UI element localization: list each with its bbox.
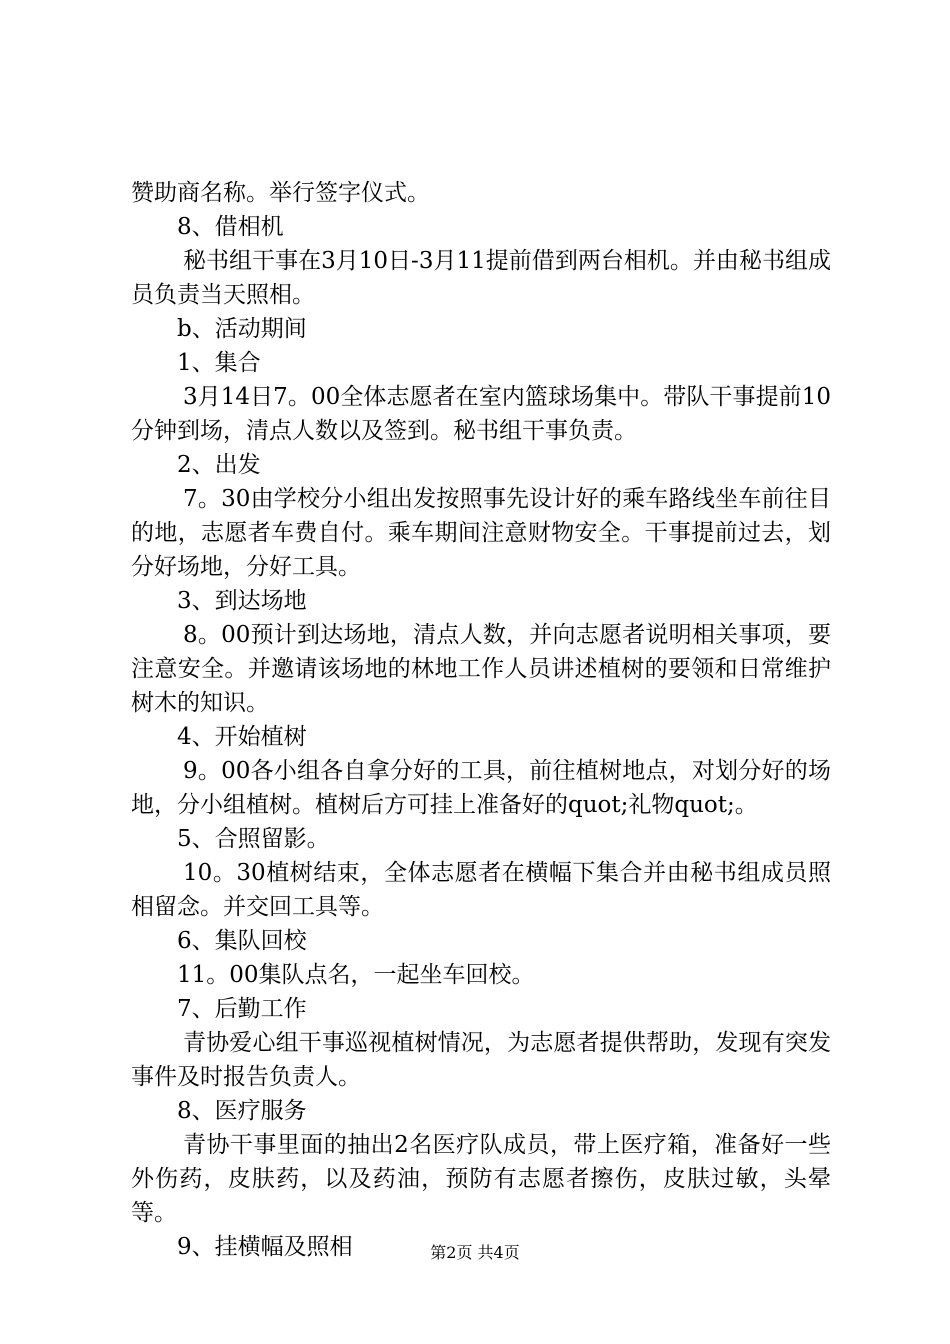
paragraph: 青协干事里面的抽出2名医疗队成员，带上医疗箱，准备好一些外伤药，皮肤药，以及药油，预防有志愿者擦伤，皮肤过敏，头晕等。 [131, 1132, 831, 1226]
paragraph: b、活动期间 [177, 316, 307, 342]
paragraph: 4、开始植树 [177, 724, 307, 750]
paragraph: 8。00预计到达场地，清点人数，并向志愿者说明相关事项，要注意安全。并邀请该场地的林地工作人员讲述植树的要领和日常维护树木的知识。 [131, 622, 831, 716]
paragraph: 1、集合 [177, 350, 261, 376]
paragraph: 2、出发 [177, 452, 261, 478]
paragraph: 3月14日7。00全体志愿者在室内篮球场集中。带队干事提前10分钟到场，清点人数以及签到。秘书组干事负责。 [131, 384, 831, 444]
paragraph: 6、集队回校 [177, 928, 307, 954]
paragraph: 9。00各小组各自拿分好的工具，前往植树地点，对划分好的场地，分小组植树。植树后方可挂上准备好的quot;礼物quot;。 [131, 758, 831, 818]
paragraph: 秘书组干事在3月10日-3月11提前借到两台相机。并由秘书组成员负责当天照相。 [131, 248, 831, 308]
paragraph: 7。30由学校分小组出发按照事先设计好的乘车路线坐车前往目的地，志愿者车费自付。乘车期间注意财物安全。干事提前过去，划分好场地，分好工具。 [131, 486, 831, 580]
paragraph: 赞助商名称。举行签字仪式。 [131, 180, 430, 206]
page-footer: 第2页 共4页 [430, 1243, 520, 1262]
paragraph: 8、借相机 [177, 214, 284, 240]
paragraph: 9、挂横幅及照相 [177, 1234, 353, 1260]
paragraph: 7、后勤工作 [177, 996, 307, 1022]
paragraph: 10。30植树结束，全体志愿者在横幅下集合并由秘书组成员照相留念。并交回工具等。 [131, 860, 831, 920]
paragraph: 5、合照留影。 [177, 826, 330, 852]
paragraph: 3、到达场地 [177, 588, 307, 614]
paragraph: 11。00集队点名，一起坐车回校。 [177, 962, 535, 988]
paragraph: 青协爱心组干事巡视植树情况，为志愿者提供帮助，发现有突发事件及时报告负责人。 [131, 1030, 831, 1090]
paragraph: 8、医疗服务 [177, 1098, 307, 1124]
document-body [131, 176, 831, 1264]
